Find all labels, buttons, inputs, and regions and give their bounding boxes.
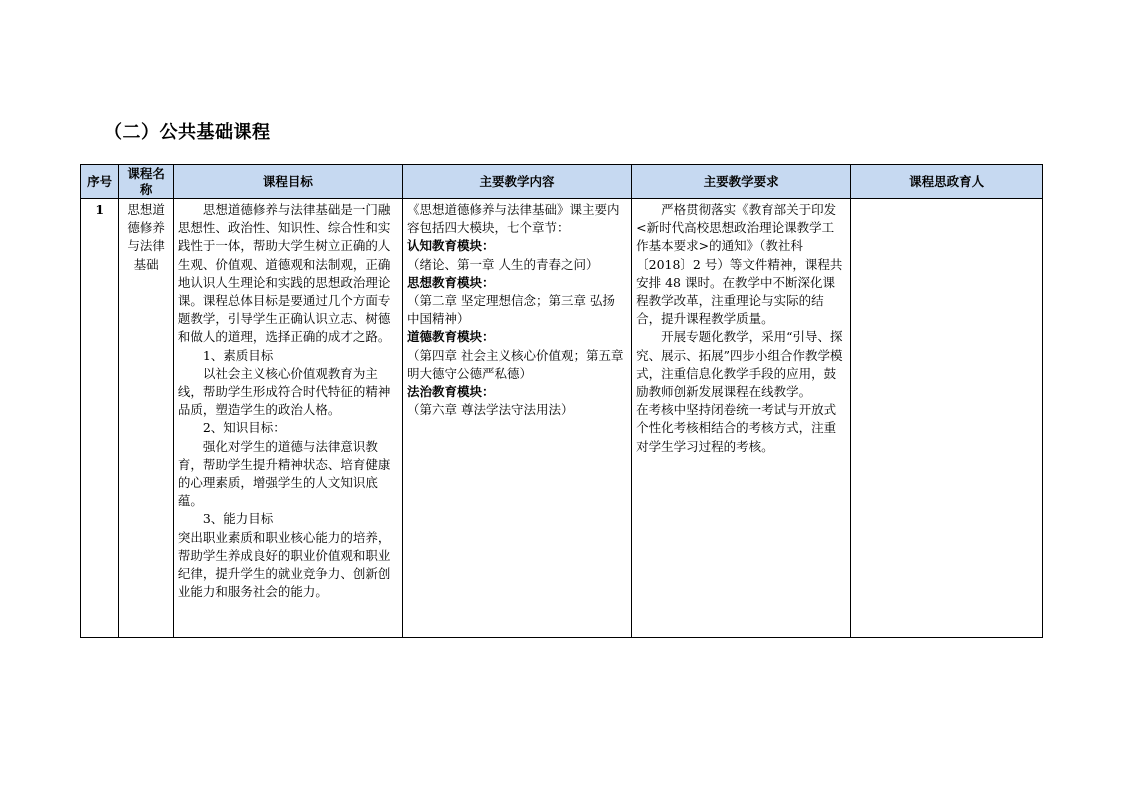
content-intro: 《思想道德修养与法律基础》课主要内容包括四大模块，七个章节： — [406, 202, 620, 236]
row-goal — [173, 199, 402, 638]
goal-heading-2: 2、知识目标： — [202, 420, 286, 436]
content-module-1-title: 认知教育模块： — [406, 238, 495, 254]
requirements-para-1: 严格贯彻落实《教育部关于印发<新时代高校思想政治理论课教学工作基本要求>的通知》（教社科〔2018〕2 号）等文件精神，课程共安排 48 课时。在教学中不断深化课程教学改革，注重理论与实际的结合，提升课程教学质量。 — [636, 202, 843, 327]
content-module-4-body: （第六章 尊法学法守法用法） — [406, 402, 574, 418]
header-no: 序号 — [81, 165, 119, 199]
header-goal: 课程目标 — [173, 165, 402, 199]
goal-para-1: 以社会主义核心价值观教育为主线，帮助学生形成符合时代特征的精神品质，塑造学生的政治人格。 — [177, 365, 391, 418]
row-ideology — [851, 199, 1043, 638]
content-module-3-body: （第四章 社会主义核心价值观；第五章 明大德守公德严私德） — [406, 347, 624, 381]
content-module-2-body: （第二章 坚定理想信念；第三章 弘扬中国精神） — [406, 293, 615, 327]
goal-intro: 思想道德修养与法律基础是一门融思想性、政治性、知识性、综合性和实践性于一体，帮助大学生树立正确的人生观、价值观、道德观和法制观，正确地认识人生理论和实践的思想政治理论课。课程总体目标是要通过几个方面专题教学，引导学生正确认识立志、树德和做人的道理，选择正确的成才之路。 — [177, 202, 391, 345]
row-requirements — [632, 199, 851, 638]
table-row — [81, 199, 1043, 638]
goal-para-3: 突出职业素质和职业核心能力的培养，帮助学生养成良好的职业价值观和职业纪律，提升学生的就业竞争力、创新创业能力和服务社会的能力。 — [177, 529, 391, 600]
header-requirements: 主要教学要求 — [632, 165, 851, 199]
row-content — [402, 199, 631, 638]
content-module-2-title: 思想教育模块： — [406, 274, 495, 290]
header-ideology: 课程思政育人 — [851, 165, 1043, 199]
header-content: 主要教学内容 — [402, 165, 631, 199]
row-no: 1 — [81, 199, 119, 638]
requirements-para-3: 在考核中坚持闭卷统一考试与开放式个性化考核相结合的考核方式，注重对学生学习过程的考核。 — [636, 402, 837, 454]
section-title: （二）公共基础课程 — [104, 122, 271, 143]
requirements-para-2: 开展专题化教学，采用“引导、探究、展示、拓展”四步小组合作教学模式，注重信息化教学手段的应用，鼓励教师创新发展课程在线教学。 — [636, 329, 843, 400]
content-module-1-body: （绪论、第一章 人生的青春之问） — [406, 256, 599, 272]
goal-heading-3: 3、能力目标 — [202, 511, 274, 527]
header-name: 课程名称 — [119, 165, 174, 199]
goal-para-2: 强化对学生的道德与法律意识教育，帮助学生提升精神状态、培育健康的心理素质，增强学生的人文知识底蕴。 — [177, 438, 391, 509]
content-module-4-title: 法治教育模块： — [406, 384, 495, 400]
content-module-3-title: 道德教育模块： — [406, 329, 495, 345]
row-course-name: 思想道德修养与法律基础 — [119, 199, 174, 638]
goal-heading-1: 1、素质目标 — [202, 347, 274, 363]
table-header-row — [81, 165, 1043, 199]
course-table — [80, 164, 1043, 638]
